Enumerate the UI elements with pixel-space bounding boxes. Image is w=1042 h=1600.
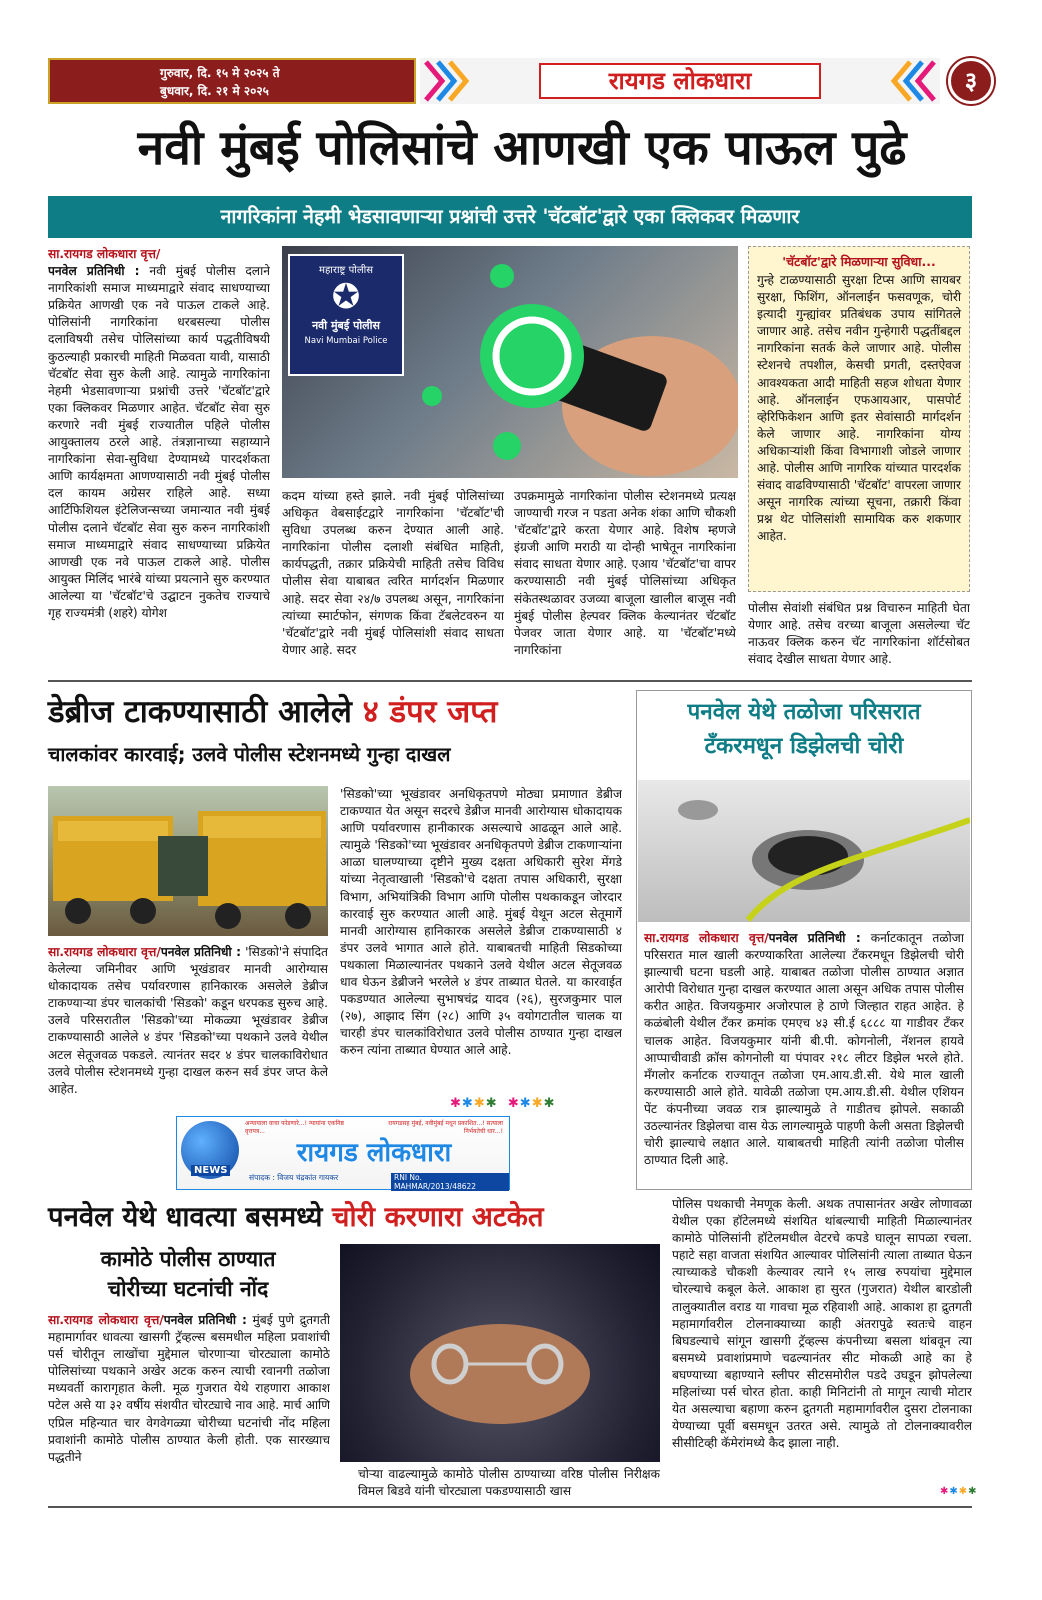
newspaper-ad-banner[interactable]	[176, 1116, 510, 1190]
story3-text: कर्नाटकातून तळोजा परिसरात माल खाली करण्याकरिता आलेल्या टँकरमधून डिझेलची चोरी झाल्याची घटना घडली आहे. याबाबत तळोजा पोलीस ठाण्यात अज्ञात आरोपी विरोधात गुन्हा दाखल करण्यात आला असून अधिक तपास पोलीस करीत आहेत. विजयकुमार अजोरपाल हे ठाणे जिल्हात राहत आहेत. हे कळंबोली येथील टँकर क्रमांक एमएच ४३ सी.ई ६८८८ या गाडीवर टँकर चालक आहेत. विजयकुमार यांनी बी.पी. कोगनोली, नॅशनल हायवे आप्पाचीवाडी क्रॉस कोगनोली या पंपावर २१८ लीटर डिझेल भरले होते. मँगलोर कर्नाटक राज्यातून तळोजा एम.आय.डी.सी. येथे माल खाली करण्यासाठी आले होते. यावेळी तळोजा एम.आय.डी.सी. येथील एशियन पेंट कंपनीच्या जवळ रात्र झाल्यामुळे ते गाडीतच झोपले. सकाळी उठल्यानंतर डिझेलचा वास येऊ लागल्यामुळे पाहणी केली असता डिझेलची चोरी झाल्याचे लक्षात आले. याबाबतची माहिती त्यांनी तळोजा पोलीस ठाण्यात दिली आहे.	[644, 931, 964, 1168]
story4-byline: सा.रायगड लोकधारा वृत्त/	[48, 1313, 164, 1327]
main-subheadline-bar	[48, 196, 972, 238]
date-box	[48, 58, 416, 104]
story4-headline-highlight: चोरी करणारा अटकेत	[332, 1201, 544, 1233]
ad-rni: RNI No. MAHMAR/2013/48622	[391, 1173, 509, 1191]
story3-text-col	[644, 930, 964, 1186]
diesel-tank-photo	[638, 780, 970, 922]
story4-col-2	[358, 1466, 660, 1504]
story3-headline-line-2: टँकरमधून डिझेलची चोरी	[704, 733, 904, 759]
end-dots: ✱✱✱✱	[940, 1486, 978, 1497]
story2-subheadline: चालकांवर कारवाई; उलवे पोलीस स्टेशनमध्ये गुन्हा दाखल	[48, 743, 451, 766]
page-number: ३	[964, 67, 978, 95]
handcuff-photo	[340, 1244, 660, 1462]
story4-col-1-text: मुंबई पुणे द्रुतगती महामार्गावर धावत्या खासगी ट्रॅव्हल्स बसमधील महिला प्रवाशांची पर्स चोरीतून लाखोंचा मुद्देमाल चोरणाऱ्या चोरट्याला कामोठे पोलिसांच्या पथकाने अखेर अटक करुन त्याची रवानगी तळोजा मध्यवर्ती कारागृहात केली. मूळ गुजरात येथे राहणारा आकाश पटेल असे या ३२ वर्षीय संशयीत चोरट्याचे नाव आहे. मार्च आणि एप्रिल महिन्यात चार वेगवेगळ्या चोरीच्या घटनांची नोंद महिला प्रवाशांनी कामोठे पोलीस ठाण्यात केली होती. एक सारख्याच पद्धतीने	[48, 1313, 330, 1464]
police-badge-line-3: Navi Mumbai Police	[304, 336, 388, 346]
main-col-2	[282, 488, 504, 674]
ad-editor: संपादक : विजय चंद्रकांत गायकर	[249, 1173, 339, 1182]
main-col-3-text: उपक्रमामुळे नागरिकांना पोलीस स्टेशनमध्ये प्रत्यक्ष जाण्याची गरज न पडता अनेक शंका आणि चौकशी 'चॅटबॉट'द्वारे करता येणार आहे. विशेष म्हणजे इंग्रजी आणि मराठी या दोन्ही भाषेतून नागरिकांना संवाद साधता येणार आहे. एआय 'चॅटबॉट'चा वापर करण्यासाठी नवी मुंबई पोलिसांच्या अधिकृत संकेतस्थळावर उजव्या बाजूला खालील बाजूस नवी मुंबई पोलीस हेल्पवर क्लिक केल्यानंतर चॅटबॉट पेजवर जाता येणार आहे. या 'चॅटबॉट'मध्ये नागरिकांना	[514, 489, 736, 657]
main-dateline: पनवेल प्रतिनिधी :	[48, 264, 140, 279]
story4-subheadline-line-1: कामोठे पोलीस ठाण्यात	[100, 1247, 276, 1271]
masthead	[48, 58, 996, 104]
date-line-1: गुरुवार, दि. १५ मे २०२५ ते	[160, 66, 280, 80]
story3-headline-line-1: पनवेल येथे तळोजा परिसरात	[687, 699, 921, 725]
story4-headline-main: पनवेल येथे धावत्या बसमध्ये	[48, 1201, 333, 1233]
main-col-4	[748, 600, 970, 674]
page-number-badge	[948, 58, 994, 104]
story2-headline	[48, 690, 628, 734]
story4-col-3-text: पोलिस पथकाची नेमणूक केली. अथक तपासानंतर अखेर लोणावळा येथील एका हॉटेलमध्ये संशयित थांबल्याची माहिती मिळाल्यानंतर कामोठे पोलिसांनी हॉटेलमधील वेटरचे कपडे घालून सापळा रचला. पहाटे सहा वाजता संशयित आल्यावर पोलिसांनी त्याला ताब्यात घेऊन त्याच्याकडे चौकशी केल्यावर त्याने १५ लाख रुपयांचा मुद्देमाल चोरल्याचे कबूल केले. आकाश हा सुरत (गुजरात) येथील बारडोली तालुक्यातील वराड या गावचा मूळ रहिवाशी आहे. आकाश हा द्रुतगती महामार्गावरील टोलनाक्याच्या काही अंतरापुढे स्वतःचे वाहन बिघडल्याचे सांगून खासगी ट्रॅव्हल्स कंपनीच्या बसला थांबवून त्या बसमध्ये प्रवाशांप्रमाणे चढल्यानंतर सीट मोकळी आहे का हे बघण्याच्या बहाण्याने स्लीपर सीटसमोरील पडदे उघडून झोपलेल्या महिलांच्या पर्स चोरत होता. काही मिनिटांनी तो मागून त्याची मोटार येत असल्याचा बहाणा करुन द्रुतगती महामार्गावरील दुसरा टोलनाका येण्याच्या पूर्वी बसमधून उतरत असे. त्यामुळे तो टोलनाक्यावरील सीसीटिव्ही कॅमेरांमध्ये कैद झाला नाही.	[672, 1197, 972, 1451]
story4-dateline: पनवेल प्रतिनिधी :	[163, 1313, 247, 1327]
story2-col-1	[48, 944, 328, 1112]
facilities-box-text: गुन्हे टाळण्यासाठी सुरक्षा टिप्स आणि सायबर सुरक्षा, फिशिंग, ऑनलाईन फसवणूक, चोरी इत्यादी गुन्ह्यांवर प्रतिबंधक उपाय सांगितले जाणार आहे. तसेच नवीन गुन्हेगारी पद्धतींबद्दल नागरिकांना सतर्क केले जाणार आहे. पोलीस स्टेशनचे तपशील, केसची प्रगती, दस्तऐवज आवश्यकता आदी माहिती सहज शोधता येणार आहे. ऑनलाईन एफआयआर, पासपोर्ट व्हेरिफिकेशन आणि इतर सेवांसाठी मार्गदर्शन केले जाणार आहे. नागरिकांना योग्य अधिकाऱ्यांशी किंवा विभागाशी जोडले जाणार आहे. पोलीस आणि नागरिक यांच्यात पारदर्शक संवाद वाढविण्यासाठी 'चॅटबॉट' वापरला जाणार असून नागरिक त्यांच्या सूचना, तक्रारी किंवा प्रश्न थेट पोलिसांशी सामायिक करु शकणार आहेत.	[757, 273, 961, 544]
date-line-2: बुधवार, दि. २१ मे २०२५	[160, 84, 269, 98]
story4-subheadline-line-2: चोरीच्या घटनांची नोंद	[107, 1277, 269, 1301]
whatsapp-photo	[282, 246, 738, 478]
story2-headline-highlight: ४ डंपर जप्त	[362, 694, 498, 730]
divider	[48, 680, 972, 682]
story2-col-2	[340, 786, 622, 1092]
main-col-2-text: कदम यांच्या हस्ते झाले. नवी मुंबई पोलिसांच्या अधिकृत वेबसाईटद्वारे नागरिकांना 'चॅटबॉट'ची सुविधा उपलब्ध करुन देण्यात आली आहे. नागरिकांना पोलीस दलाशी संबंधित माहिती, कार्यपद्धती, तक्रार प्रक्रियेची माहिती तसेच विविध पोलीस सेवा याबाबत त्वरित मार्गदर्शन मिळणार आहे. सदर सेवा २४/७ उपलब्ध असून, नागरिकांना त्यांच्या स्मार्टफोन, संगणक किंवा टॅबलेटवरुन या 'चॅटबॉट'द्वारे नवी मुंबई पोलिसांशी संवाद साधता येणार आहे. सदर	[282, 489, 504, 657]
main-col-4-text: पोलीस सेवांशी संबंधित प्रश्न विचारुन माहिती घेता येणार आहे. तसेच वरच्या बाजूला असलेल्या चॅट नाऊवर क्लिक करुन चॅट नागरिकांना शॉर्टसोबत संवाद देखील साधता येणार आहे.	[748, 601, 970, 667]
main-col-1	[48, 246, 270, 674]
masthead-logo: रायगड लोकधारा	[608, 67, 752, 95]
story2-col-1-text: 'सिडको'ने संपादित केलेल्या जमिनीवर आणि भूखंडावर मानवी आरोग्यास धोकादायक तसेच पर्यावरणास हानिकारक असलेले डेब्रीज टाकण्याऱ्या डंपर चालकांची 'सिडको' कडून धरपकड सुरुच आहे. उलवे परिसरातील 'सिडको'च्या मोकळ्या भूखंडावर डेब्रीज टाकण्यासाठी आलेले ४ डंपर 'सिडको'च्या पथकाने उलवे येथील अटल सेतूजवळ पकडले. त्यानंतर सदर ४ डंपर चालकाविरोधात उलवे पोलीस स्टेशनमध्ये गुन्हा दाखल करुन सर्व डंपर जप्त केले आहेत.	[48, 945, 328, 1096]
police-badge-line-2: नवी मुंबई पोलीस	[312, 319, 380, 332]
story2-byline: सा.रायगड लोकधारा वृत्त/	[48, 945, 161, 959]
main-byline: सा.रायगड लोकधारा वृत्त/	[48, 247, 161, 261]
facilities-box	[748, 246, 970, 592]
facilities-box-title: 'चॅटबॉट'द्वारे मिळणाऱ्या सुविधा...	[782, 254, 936, 269]
handcuffed-hands-image	[340, 1244, 660, 1462]
story2-col-2-text: 'सिडको'च्या भूखंडावर अनधिकृतपणे मोठ्या प्रमाणात डेब्रीज टाकण्यात येत असून सदरचे डेब्रीज मानवी आरोग्यास धोकादायक आणि पर्यावरणास हानीकारक असल्याचे आढळून आले आहे. त्यामुळे 'सिडको'च्या भूखंडावर अनधिकृतपणे डेब्रीज टाकणाऱ्यांना आळा घालण्याच्या दृष्टीने मुख्य दक्षता अधिकारी सुरेश मेंगडे यांच्या नेतृत्वाखाली 'सिडको'चे दक्षता तपास अधिकारी, सुरक्षा विभाग, अभियांत्रिकी विभाग आणि पोलीस पथकाकडून जोरदार कारवाई सुरु करण्यात आली आहे. मुंबई येथून अटल सेतूमार्गे मानवी आरोग्यास हानिकारक असलेले डेब्रीज टाकण्यासाठी ४ डंपर उलवे भागात आले होते. याबाबतची माहिती सिडकोच्या पथकाला मिळाल्यानंतर पथकाने उलवे येथील अटल सेतूजवळ धाव घेऊन डेब्रीजने भरलेले ४ डंपर ताब्यात घेतले. या कारवाईत पकडण्यात आलेल्या सुभाषचंद्र यादव (२६), सुरजकुमार पाल (२७), आझाद सिंग (२८) आणि ३५ वयोगटातील चालक या चारही डंपर चालकांविरोधात उलवे पोलीस ठाण्यात गुन्हा दाखल करुन त्यांना ताब्यात घेण्यात आले आहे.	[340, 787, 622, 1058]
chevron-strip	[420, 58, 940, 104]
main-headline: नवी मुंबई पोलिसांचे आणखी एक पाऊल पुढे	[137, 120, 907, 176]
story3-byline: सा.रायगड लोकधारा वृत्त/	[644, 931, 769, 945]
story3-dateline: पनवेल प्रतिनिधी :	[768, 931, 861, 945]
story4-photo-caption: चोऱ्या वाढल्यामुळे कामोठे पोलीस ठाण्याच्या वरिष्ठ पोलीस निरीक्षक विमल बिडवे यांनी चोरट्याला पकडण्यासाठी खास	[358, 1467, 660, 1499]
main-subheadline: नागरिकांना नेहमी भेडसावणाऱ्या प्रश्नांची उत्तरे 'चॅटबॉट'द्वारे एका क्लिकवर मिळणार	[220, 205, 800, 228]
story4-headline	[48, 1196, 648, 1238]
bottom-divider	[48, 1506, 972, 1508]
police-badge	[288, 254, 404, 376]
dumper-photo	[48, 786, 328, 936]
story4-col-1	[48, 1312, 330, 1502]
ad-news-label: NEWS	[191, 1165, 230, 1176]
decorative-dots: ✱✱✱✱ ✱✱✱✱	[450, 1096, 556, 1111]
main-col-3	[514, 488, 736, 674]
ad-tagline-left: अन्यायाला वाचा फोडणारे...! न्यायांना एकनिष्ठ वृत्तपत्र...	[245, 1120, 344, 1135]
ad-title: रायगड लोकधारा	[296, 1138, 452, 1168]
story2-headline-main: डेब्रीज टाकण्यासाठी आलेले	[48, 694, 363, 730]
fuel-cap-image	[638, 780, 970, 922]
story2-dateline: पनवेल प्रतिनिधी :	[160, 945, 241, 959]
main-col-1-text: नवी मुंबई पोलीस दलाने नागरिकांशी समाज माध्यमाद्वारे संवाद साधण्याच्या प्रक्रियेत आणखी एक नवे पाऊल टाकले आहे. पोलिसांनी नागरिकांना धरबसल्या पोलीस दलाविषयी तसेच पोलिसांच्या कार्य पद्धतीविषयी कुठल्याही प्रकारची माहिती मिळवता यावी, यासाठी चॅटबॉट सेवा सुरु केली आहे. त्यामुळे नागरिकांना नेहमी भेडसावणाऱ्या प्रश्नांची उत्तरे 'चॅटबॉट'द्वारे एका क्लिकवर मिळणार आहेत. चॅटबॉट सेवा सुरु करणारे नवी मुंबई राज्यातील पहिले पोलीस आयुक्तालय ठरले आहे. तंत्रज्ञानाच्या सहाय्याने नागरिकांना सेवा-सुविधा देण्यामध्ये पारदर्शकता आणि कार्यक्षमता आणण्यासाठी नवी मुंबई पोलीस दल कायम अग्रेसर राहिले आहे. सध्या आर्टिफिशियल इंटेलिजन्सच्या जमान्यात नवी मुंबई पोलीस दलाने चॅटबॉट सेवा सुरु करुन नागरिकांशी समाज माध्यमाद्वारे संवाद साधण्याच्या प्रक्रियेत आणखी एक नवे पाऊल टाकले आहे. पोलीस आयुक्त मिलिंद भारंबे यांच्या प्रयत्नाने सुरु करण्यात आलेल्या या 'चॅटबॉट'चे उद्घाटन नुकतेच राज्याचे गृह राज्यमंत्री (शहरे) योगेश	[48, 264, 270, 620]
police-badge-line-1: महाराष्ट्र पोलीस	[319, 265, 373, 276]
story4-col-3	[672, 1196, 972, 1502]
ad-tagline-right: रायगडसह मुंबई, नवीमुंबई मधून प्रकाशित...! सत्याला निर्भयतेची धार...!	[388, 1120, 503, 1135]
police-star-icon: ✪	[331, 277, 361, 317]
dumper-trucks-image	[48, 786, 328, 936]
